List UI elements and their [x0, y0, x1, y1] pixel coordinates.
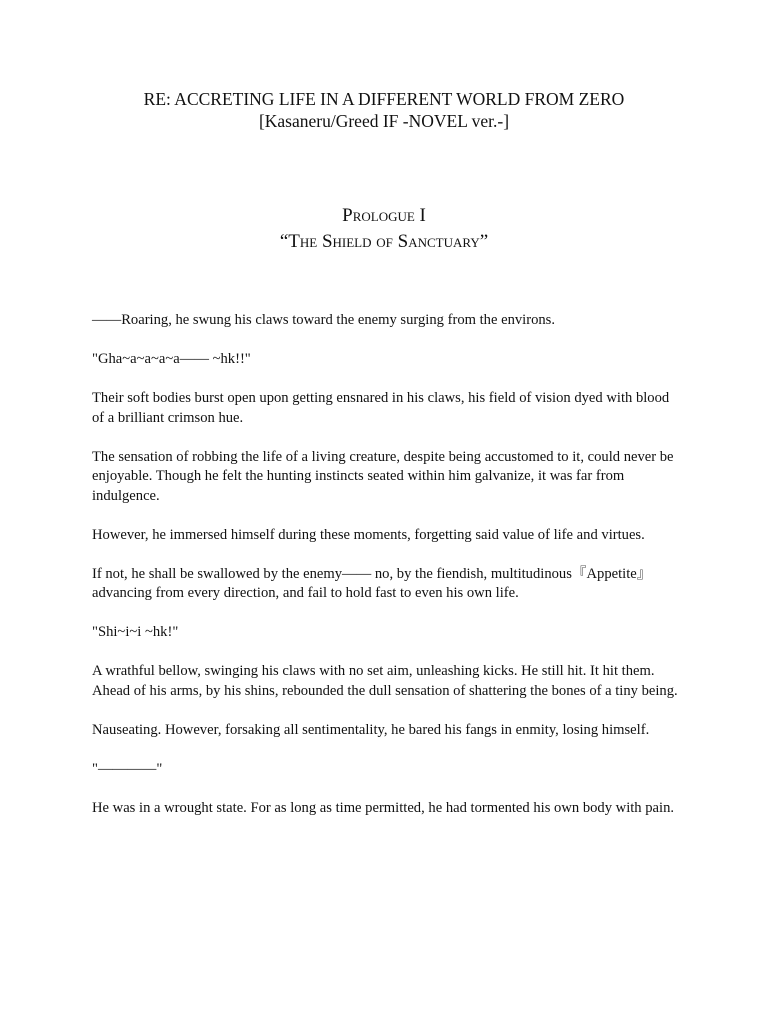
paragraph: He was in a wrought state. For as long as time permitted, he had tormented his own body with pain. [92, 799, 675, 816]
paragraph: Their soft bodies burst open upon getting ensnared in his claws, his field of vision dyed with blood of a brilliant crimson hue. [92, 390, 670, 426]
paragraph: "Shi~i~i ~hk!" [92, 624, 179, 640]
paragraph: Nauseating. However, forsaking all sentimentality, he bared his fangs in enmity, losing himself. [92, 721, 650, 738]
paragraph: ——Roaring, he swung his claws toward the enemy surging from the environs. [92, 312, 556, 328]
paragraph: "————" [92, 760, 163, 777]
document-title [0, 88, 768, 132]
chapter-label: Prologue I [342, 205, 426, 226]
body-text [92, 311, 682, 838]
paragraph: However, he immersed himself during these moments, forgetting said value of life and virtues. [92, 526, 645, 543]
document-subtitle-line: [Kasaneru/Greed IF -NOVEL ver.-] [258, 111, 510, 131]
chapter-heading [0, 203, 768, 255]
document-title-line: RE: ACCRETING LIFE IN A DIFFERENT WORLD FROM ZERO [143, 89, 625, 109]
chapter-subtitle: “The Shield of Sanctuary” [279, 231, 489, 252]
paragraph: If not, he shall be swallowed by the enemy—— no, by the fiendish, multitudinous『Appetite』 advancing from every direction, and fail to hold fast to even his own life. [92, 565, 652, 601]
paragraph: A wrathful bellow, swinging his claws with no set aim, unleashing kicks. He still hit. It hit them. Ahead of his arms, by his shins, rebounded the dull sensation of shattering the bones of a tiny being. [92, 663, 678, 699]
paragraph: The sensation of robbing the life of a living creature, despite being accustomed to it, could never be enjoyable. Though he felt the hunting instincts seated within him galvanize, it was far from indulgence. [92, 448, 674, 504]
paragraph: "Gha~a~a~a~a—— ~hk!!" [92, 351, 251, 367]
